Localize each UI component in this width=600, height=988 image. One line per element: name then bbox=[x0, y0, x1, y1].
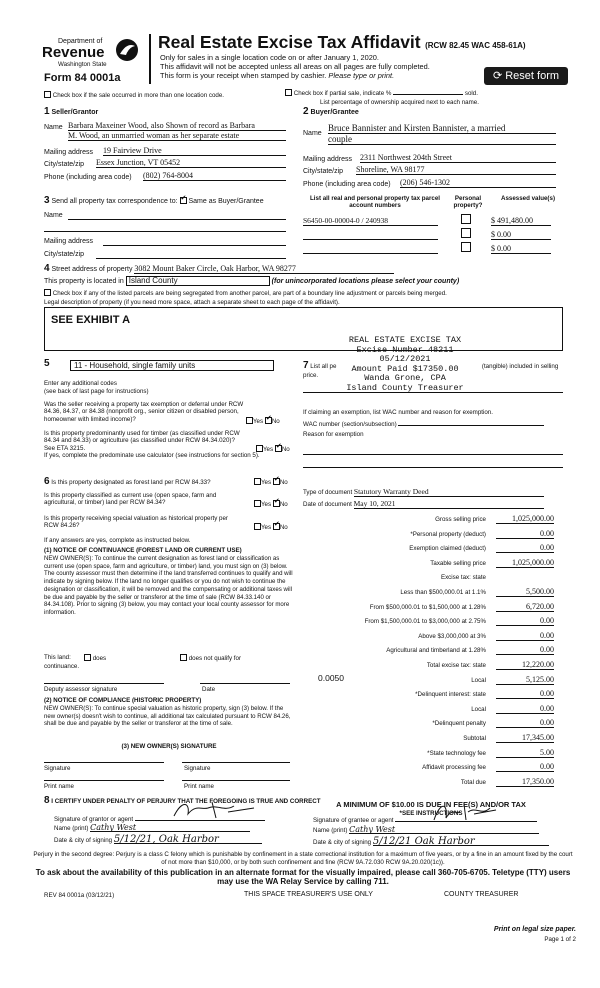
county-select[interactable]: Island County bbox=[126, 276, 270, 286]
continuance-label: continuance. bbox=[44, 663, 80, 670]
seller-name-label: Name bbox=[44, 124, 63, 131]
exemption-label: If claiming an exemption, list WAC number and reason for exemption. bbox=[303, 409, 493, 416]
section5-num: 5 bbox=[44, 358, 50, 369]
yes-label: Yes bbox=[261, 524, 272, 531]
document-type-label: Type of document bbox=[303, 489, 353, 496]
calc-value[interactable]: 0.00 bbox=[496, 543, 554, 553]
grantee-date-row bbox=[313, 838, 549, 846]
buyer-name-label: Name bbox=[303, 130, 322, 137]
seller-mailing[interactable]: 19 Fairview Drive bbox=[103, 146, 286, 156]
minimum-due-note: A MINIMUM OF $10.00 IS DUE IN FEE(S) AND/OR TAX bbox=[336, 800, 526, 809]
parcel-number[interactable]: S6450-00-00004-0 / 240938 bbox=[303, 216, 438, 226]
segregated-checkbox[interactable] bbox=[44, 289, 51, 296]
grantor-name-label: Name (print) bbox=[54, 825, 89, 832]
calc-value[interactable]: 5,125.00 bbox=[496, 675, 554, 685]
buyer-mailing-label: Mailing address bbox=[303, 156, 353, 163]
section3-mailing-field[interactable] bbox=[103, 245, 286, 246]
wac-row bbox=[303, 421, 544, 428]
calc-label: Above $3,000,000 at 3% bbox=[418, 632, 486, 640]
header-line3a: This form is your receipt when stamped by cashier. bbox=[160, 71, 327, 80]
stamp-line1: REAL ESTATE EXCISE TAX bbox=[348, 335, 462, 345]
notice-continuance-text: NEW OWNER(S): To continue the current designation as forest land or classification as current use (open space, farm and agriculture, or timber) land, you must sign on (3) below. The county assessor must then determine if the land transferred continues to qualify and will indicate by signing below. If the land no longer qualifies or you do not wish to continue the designation or classification, it will be removed and the compensating or additional taxes will be due and payable by the seller or transferor at the time of sale (RCW 84.33.140 or 84.34.108). Prior to signing (3) below, you may contact your local county assessor for more information. bbox=[44, 555, 293, 616]
grantor-date-row bbox=[54, 836, 262, 844]
forest-question-text: Is this property designated as forest land per RCW 84.33? bbox=[51, 479, 211, 486]
print-name-label: Print name bbox=[44, 783, 74, 790]
calc-row bbox=[300, 762, 562, 772]
exemption-no-checkbox[interactable] bbox=[265, 417, 272, 424]
stamp-line6: Island County Treasurer bbox=[346, 382, 464, 393]
use-code-select[interactable]: 11 - Household, single family units bbox=[70, 360, 274, 371]
multi-location-checkbox[interactable] bbox=[44, 91, 51, 98]
calc-label: Total excise tax: state bbox=[426, 662, 486, 669]
reason-label: Reason for exemption bbox=[303, 431, 364, 438]
calc-value[interactable]: 0.00 bbox=[496, 529, 554, 539]
calc-row bbox=[300, 672, 562, 685]
calc-value[interactable]: 0.00 bbox=[496, 689, 554, 699]
buyer-phone-label: Phone (including area code) bbox=[303, 181, 391, 188]
calc-value[interactable]: 0.00 bbox=[496, 718, 554, 728]
header-line3 bbox=[160, 72, 394, 80]
section8-num: 8 bbox=[44, 795, 50, 806]
street-address-field[interactable]: 3082 Mount Baker Circle, Oak Harbor, WA 98277 bbox=[134, 264, 394, 274]
grantee-name-row bbox=[313, 826, 539, 834]
timber-question: Is this property predominantly used for timber (as classified under RCW 84.34 and 84.33) or agriculture (as classified under RCW 84.34.020)? See ETA 3215. bbox=[44, 430, 240, 452]
grantee-date-field[interactable]: 5/12/21 Oak Harbor bbox=[373, 838, 549, 846]
owner-signature-field-1[interactable] bbox=[44, 762, 164, 763]
does-option[interactable] bbox=[84, 654, 106, 662]
calc-value[interactable]: 0.00 bbox=[496, 704, 554, 714]
seller-title: Seller/Grantor bbox=[51, 109, 99, 116]
additional-codes-label: Enter any additional codes bbox=[44, 380, 117, 387]
section4-num: 4 bbox=[44, 263, 50, 274]
calc-row bbox=[300, 543, 562, 553]
treasurer-use-label: THIS SPACE TREASURER'S USE ONLY bbox=[244, 891, 373, 898]
calc-row bbox=[300, 718, 562, 728]
exemption-yes-no bbox=[246, 417, 280, 425]
section3-text: Send all property tax correspondence to: bbox=[51, 198, 178, 205]
calc-value[interactable]: 17,345.00 bbox=[496, 733, 554, 743]
buyer-num: 2 bbox=[303, 106, 309, 117]
same-as-buyer-checkbox[interactable] bbox=[180, 197, 187, 204]
personal-property-checkbox[interactable] bbox=[461, 214, 471, 224]
calc-row bbox=[300, 587, 562, 597]
document-date-label: Date of document bbox=[303, 501, 352, 508]
reset-form-button[interactable] bbox=[484, 67, 568, 85]
seller-phone[interactable]: (802) 764-8004 bbox=[143, 171, 286, 181]
parcel-value[interactable]: $ 491,480.00 bbox=[491, 216, 551, 226]
legal-paper-note: Print on legal size paper. bbox=[493, 926, 576, 933]
calc-row bbox=[300, 602, 562, 612]
personal-property-field[interactable] bbox=[303, 392, 563, 393]
buyer-phone[interactable]: (206) 546-1302 bbox=[400, 178, 556, 188]
document-type-field[interactable]: Statutory Warranty Deed bbox=[354, 487, 544, 497]
notice-compliance-text: NEW OWNER(S): To continue special valuation as historic property, sign (3) below. If the new owner(s) doesn't wish to continue, all additional tax calculated pursuant to RCW 84.26, shall be due and payable by the seller or transferor at the time of sale. bbox=[44, 705, 291, 728]
timber-no-checkbox[interactable] bbox=[275, 445, 282, 452]
form-statute: (RCW 82.45 WAC 458-61A) bbox=[425, 41, 526, 50]
partial-percent-field[interactable] bbox=[393, 94, 463, 95]
section3-heading bbox=[44, 197, 264, 206]
forest-yes-checkbox[interactable] bbox=[254, 478, 261, 485]
county-treasurer-label: COUNTY TREASURER bbox=[444, 891, 519, 898]
calc-row bbox=[300, 514, 562, 524]
forest-yes-no bbox=[254, 478, 288, 486]
historic-yes-no bbox=[254, 523, 288, 531]
partial-sale-checkbox[interactable] bbox=[285, 89, 292, 96]
calc-label: *Personal property (deduct) bbox=[410, 530, 486, 538]
seller-heading bbox=[44, 108, 98, 117]
reset-icon: ⟳ bbox=[492, 70, 503, 82]
calc-row bbox=[300, 645, 562, 655]
logo-line1: Department of bbox=[58, 38, 103, 45]
exemption-question: Was the seller receiving a property tax exemption or deferral under RCW 84.36, 84.37, or 84.38 (nonprofit org., senior citizen or disabled person, homeowner with limited income)? bbox=[44, 401, 244, 423]
calc-value[interactable]: 5.00 bbox=[496, 748, 554, 758]
logo-line2: Revenue bbox=[42, 44, 105, 61]
calc-row bbox=[300, 748, 562, 758]
calc-label: Less than $500,000.01 at 1.1% bbox=[400, 589, 486, 596]
buyer-heading bbox=[303, 108, 359, 117]
see-back-note: (see back of last page for instructions) bbox=[44, 388, 149, 395]
buyer-mailing[interactable]: 2311 Northwest 204th Street bbox=[360, 153, 556, 163]
signature-label: Signature bbox=[184, 765, 211, 772]
does-not-label: does not qualify for bbox=[188, 655, 242, 662]
timber-yes-no bbox=[256, 445, 290, 453]
section3-num: 3 bbox=[44, 195, 50, 206]
grantee-signature-label: Signature of grantee or agent bbox=[313, 817, 394, 824]
partial-sale-check[interactable] bbox=[285, 89, 478, 97]
grantee-signature-icon bbox=[430, 800, 500, 824]
timber-note: If yes, complete the predominate use calculator (see instructions for section 5). bbox=[44, 452, 260, 459]
calc-label: *Delinquent interest: state bbox=[415, 691, 486, 699]
seller-city[interactable]: Essex Junction, VT 05452 bbox=[96, 158, 286, 168]
segregated-check[interactable] bbox=[44, 289, 447, 297]
see-instructions-note: *SEE INSTRUCTIONS bbox=[399, 810, 463, 817]
calc-row bbox=[300, 631, 562, 641]
calc-row bbox=[300, 733, 562, 743]
calc-value[interactable]: 0.00 bbox=[496, 631, 554, 641]
reason-field2[interactable] bbox=[303, 467, 563, 468]
stamp-line3: 05/12/2021 bbox=[379, 354, 431, 365]
stamp-line4: Amount Paid $17350.00 bbox=[325, 365, 485, 375]
current-use-yes-no bbox=[254, 500, 288, 508]
signature-label: Signature bbox=[44, 765, 71, 772]
owner-print-field-1[interactable] bbox=[44, 780, 164, 781]
notice-continuance-title: (1) NOTICE OF CONTINUANCE (FOREST LAND OR CURRENT USE) bbox=[44, 547, 242, 554]
seller-name-line1[interactable]: Barbara Maxeiner Wood, also Shown of record as Barbara bbox=[68, 121, 286, 131]
form-revision: REV 84 0001a (03/12/21) bbox=[44, 892, 115, 899]
calc-value[interactable]: 17,350.00 bbox=[496, 777, 554, 787]
grantor-date-label: Date & city of signing bbox=[54, 837, 113, 844]
buyer-title: Buyer/Grantee bbox=[310, 109, 359, 116]
grantee-date-label: Date & city of signing bbox=[313, 839, 372, 846]
owner-print-field-2[interactable] bbox=[182, 780, 290, 781]
section7-text-b: (tangible) included in selling bbox=[481, 363, 559, 370]
calc-label: *State technology fee bbox=[427, 749, 486, 757]
calc-label: Excise tax: state bbox=[440, 574, 486, 582]
grantor-signature-icon bbox=[168, 798, 258, 822]
segregated-label: Check box if any of the listed parcels are being segregated from another parcel, are part of a boundary line adjustment or parcels being merged. bbox=[52, 290, 447, 297]
header-line3b: Please type or print. bbox=[328, 71, 395, 80]
calc-label: Local bbox=[471, 705, 486, 713]
header-line2: This affidavit will not be accepted unless all areas on all pages are fully completed. bbox=[160, 62, 430, 71]
section3-name-field2[interactable] bbox=[44, 231, 286, 232]
owner-signature-field-2[interactable] bbox=[182, 762, 290, 763]
calc-label: From $500,000.01 to $1,500,000 at 1.28% bbox=[369, 603, 486, 611]
deputy-date-label: Date bbox=[202, 686, 216, 693]
exemption-yes-checkbox[interactable] bbox=[246, 417, 253, 424]
seller-name-line2[interactable]: M. Wood, an unmarried woman as her separate estate bbox=[68, 131, 286, 141]
calc-value[interactable]: 1,025,000.00 bbox=[496, 514, 554, 524]
seller-num: 1 bbox=[44, 106, 50, 117]
reason-field[interactable] bbox=[303, 454, 563, 455]
calc-row bbox=[300, 689, 562, 699]
parcels-col-numbers: List all real and personal property tax parcel account numbers bbox=[310, 195, 440, 210]
header-divider bbox=[149, 34, 151, 84]
parcel-value[interactable]: $ 0.00 bbox=[491, 244, 551, 254]
calc-row bbox=[300, 777, 562, 787]
parcels-col-personal: Personal property? bbox=[453, 195, 483, 210]
section3-name-field[interactable] bbox=[68, 219, 286, 220]
calc-label: Agricultural and timberland at 1.28% bbox=[386, 647, 486, 655]
section3-city-label: City/state/zip bbox=[44, 251, 85, 258]
parcel-number[interactable] bbox=[303, 244, 438, 254]
section3-name-label: Name bbox=[44, 212, 63, 219]
page-number: Page 1 of 2 bbox=[544, 936, 576, 943]
grantee-signature-row bbox=[313, 813, 537, 824]
historic-question: Is this property receiving special valuation as historical property per RCW 84.26? bbox=[44, 515, 228, 530]
calc-row bbox=[300, 616, 562, 626]
located-note: (for unincorporated locations please select your county) bbox=[271, 278, 460, 285]
stamp-line2: Excise Number 48211 bbox=[356, 344, 454, 355]
calc-value[interactable]: 5,500.00 bbox=[496, 587, 554, 597]
parcels-col-value: Assessed value(s) bbox=[501, 195, 555, 202]
yes-label: Yes bbox=[263, 446, 274, 453]
grantor-signature-label: Signature of grantor or agent bbox=[54, 816, 134, 823]
personal-property-checkbox[interactable] bbox=[461, 228, 471, 238]
calc-label: Exemption claimed (deduct) bbox=[409, 545, 486, 553]
seller-city-label: City/state/zip bbox=[44, 161, 85, 168]
form-number: Form 84 0001a bbox=[44, 72, 121, 84]
current-use-question: Is this property classified as current use (open space, farm and agricultural, or timber) land per RCW 84.34? bbox=[44, 492, 217, 507]
does-not-option[interactable] bbox=[180, 654, 241, 662]
section7-num: 7 bbox=[303, 360, 309, 371]
calc-label: Taxable selling price bbox=[430, 559, 486, 567]
this-land-label: This land: bbox=[44, 654, 71, 661]
multi-location-check[interactable] bbox=[44, 91, 224, 99]
personal-property-checkbox[interactable] bbox=[461, 242, 471, 252]
calc-value[interactable]: 0.00 bbox=[496, 616, 554, 626]
no-label: No bbox=[279, 479, 288, 486]
calc-row bbox=[300, 572, 562, 582]
same-as-buyer-label: Same as Buyer/Grantee bbox=[188, 198, 264, 205]
forest-no-checkbox[interactable] bbox=[273, 478, 280, 485]
legal-description-label: Legal description of property (if you need more space, attach a separate sheet to each page of the affidavit). bbox=[44, 299, 340, 306]
grantor-date-field[interactable]: 5/12/21, Oak Harbor bbox=[114, 836, 262, 844]
calc-row bbox=[300, 704, 562, 714]
section7-heading bbox=[303, 362, 558, 370]
historic-no-checkbox[interactable] bbox=[273, 523, 280, 530]
legal-description: SEE EXHIBIT A bbox=[51, 314, 131, 326]
document-date-field[interactable]: May 10, 2021 bbox=[354, 499, 544, 509]
grantee-name-field[interactable]: Cathy West bbox=[349, 826, 539, 834]
calc-label: *Delinquent penalty bbox=[432, 720, 486, 728]
deputy-date-field[interactable] bbox=[200, 683, 290, 684]
form-title-row bbox=[158, 32, 526, 53]
calc-label: Total due bbox=[460, 778, 486, 786]
local-rate: 0.0050 bbox=[318, 672, 344, 683]
calc-value[interactable]: 0.00 bbox=[496, 762, 554, 772]
calc-label: Gross selling price bbox=[435, 516, 486, 523]
legal-description-box[interactable] bbox=[44, 307, 563, 351]
buyer-city[interactable]: Shoreline, WA 98177 bbox=[356, 165, 556, 175]
stamp-line5: Wanda Grone, CPA bbox=[364, 373, 446, 384]
street-label: Street address of property bbox=[51, 266, 133, 273]
street-address-row bbox=[44, 264, 394, 274]
dor-emblem-icon bbox=[114, 38, 142, 62]
document-type-row bbox=[303, 487, 544, 497]
calc-label: From $1,500,000.01 to $3,000,000 at 2.75% bbox=[364, 618, 486, 626]
notice-compliance-title: (2) NOTICE OF COMPLIANCE (HISTORIC PROPERTY) bbox=[44, 697, 202, 704]
wac-field[interactable] bbox=[398, 425, 544, 426]
partial-sale-note: List percentage of ownership acquired next to each name. bbox=[320, 99, 479, 106]
calc-row bbox=[300, 558, 562, 568]
yes-label: Yes bbox=[261, 479, 272, 486]
no-label: No bbox=[279, 524, 288, 531]
section3-city-field[interactable] bbox=[96, 258, 286, 259]
perjury-notice: Perjury in the second degree: Perjury is a class C felony which is punishable by confinement in a state correctional institution for a maximum of five years, or by a fine in an amount fixed by the court of not more than $10,000, or by both such confinement and fine (RCW 9A.72.030 RCW 9A.20.020(1c)). bbox=[33, 851, 573, 866]
grantee-name-label: Name (print) bbox=[313, 827, 348, 834]
calc-value[interactable]: 0.00 bbox=[496, 645, 554, 655]
current-use-no-checkbox[interactable] bbox=[273, 500, 280, 507]
section7-text-c: price. bbox=[303, 372, 319, 379]
yes-label: Yes bbox=[261, 501, 272, 508]
buyer-city-label: City/state/zip bbox=[303, 168, 344, 175]
calc-value[interactable]: 12,220.00 bbox=[496, 660, 554, 670]
no-label: No bbox=[281, 446, 290, 453]
form-title: Real Estate Excise Tax Affidavit bbox=[158, 32, 421, 52]
document-date-row bbox=[303, 499, 544, 509]
located-label: This property is located in bbox=[44, 278, 124, 285]
buyer-name-line1[interactable]: Bruce Bannister and Kirsten Bannister, a married bbox=[328, 124, 556, 134]
partial-sale-sold: sold. bbox=[464, 90, 478, 97]
wac-label: WAC number (section/subsection) bbox=[303, 421, 397, 428]
logo-line3: Washington State bbox=[58, 61, 107, 68]
forest-question bbox=[44, 478, 254, 486]
calc-label: Subtotal bbox=[463, 735, 486, 742]
new-owner-signature-title: (3) NEW OWNER(S) SIGNATURE bbox=[121, 743, 217, 750]
located-row bbox=[44, 276, 459, 286]
deputy-label: Deputy assessor signature bbox=[44, 686, 118, 693]
does-checkbox[interactable] bbox=[84, 654, 91, 661]
multi-location-label: Check box if the sale occurred in more than one location code. bbox=[52, 92, 225, 99]
calc-label: Local bbox=[471, 676, 486, 684]
section6-num: 6 bbox=[44, 476, 50, 487]
seller-mailing-label: Mailing address bbox=[44, 149, 94, 156]
current-use-yes-checkbox[interactable] bbox=[254, 500, 261, 507]
calc-value[interactable]: 6,720.00 bbox=[496, 602, 554, 612]
answers-note: If any answers are yes, complete as instructed below. bbox=[44, 537, 191, 544]
yes-label: Yes bbox=[253, 418, 264, 425]
does-label: does bbox=[92, 655, 107, 662]
partial-sale-label: Check box if partial sale, indicate % bbox=[293, 90, 392, 97]
print-name-label: Print name bbox=[184, 783, 214, 790]
reset-form-label: Reset form bbox=[505, 70, 560, 82]
no-label: No bbox=[271, 418, 280, 425]
seller-phone-label: Phone (including area code) bbox=[44, 174, 132, 181]
header-line1: Only for sales in a single location code on or after January 1, 2020. bbox=[160, 53, 379, 62]
calc-label: Affidavit processing fee bbox=[422, 764, 486, 772]
accessibility-notice: To ask about the availability of this publication in an alternate format for the visually impaired, please call 360-705-6705. Teletype (TTY) users may use the WA Relay Service by calling 711. bbox=[35, 868, 571, 886]
parcel-number[interactable] bbox=[303, 230, 438, 240]
grantor-name-field[interactable]: Cathy West bbox=[90, 824, 250, 832]
historic-yes-checkbox[interactable] bbox=[254, 523, 261, 530]
deputy-signature-field[interactable] bbox=[44, 683, 164, 684]
grantor-name-row bbox=[54, 824, 250, 832]
parcel-value[interactable]: $ 0.00 bbox=[491, 230, 551, 240]
section7-text-a: List all pe bbox=[310, 363, 337, 370]
does-not-checkbox[interactable] bbox=[180, 654, 187, 661]
buyer-name-line2[interactable]: couple bbox=[328, 135, 556, 145]
timber-yes-checkbox[interactable] bbox=[256, 445, 263, 452]
no-label: No bbox=[279, 501, 288, 508]
calc-row bbox=[300, 529, 562, 539]
section3-mailing-label: Mailing address bbox=[44, 238, 94, 245]
certify-text: I CERTIFY UNDER PENALTY OF PERJURY THAT THE FOREGOING IS TRUE AND CORRECT bbox=[51, 798, 321, 805]
calc-value[interactable]: 1,025,000.00 bbox=[496, 558, 554, 568]
calc-row bbox=[300, 660, 562, 670]
